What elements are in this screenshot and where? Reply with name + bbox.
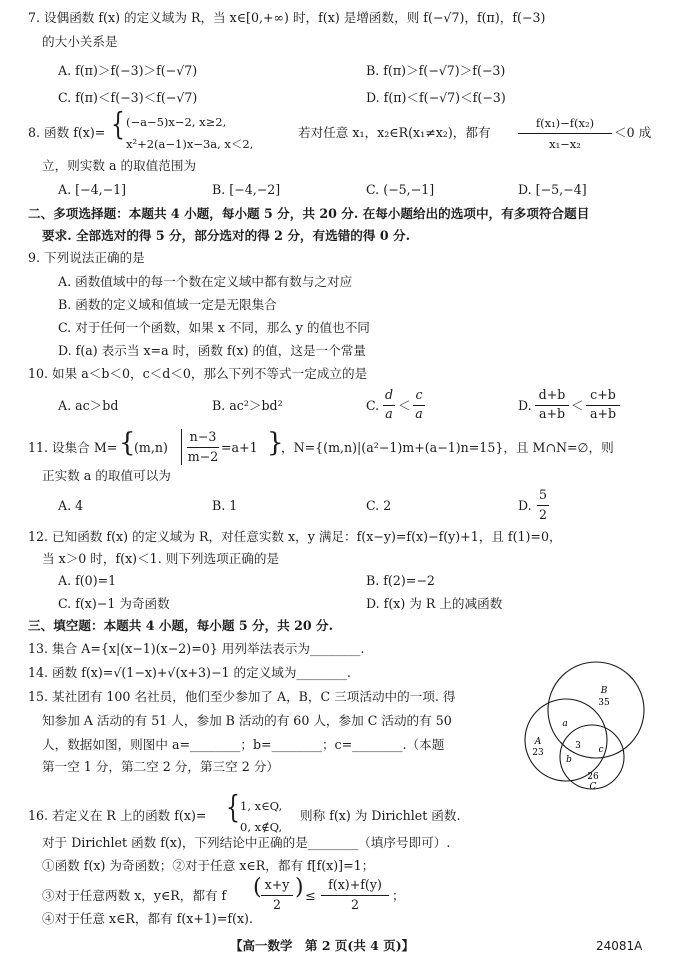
q8-piece1: (−a−5)x−2, x≥2, [126, 115, 227, 129]
q14-text: 14. 函数 f(x)=√(1−x)+√(x+3)−1 的定义域为________. [28, 665, 351, 680]
q16-s3-numerator-1: x+y [264, 877, 290, 892]
q11-set-divider [181, 429, 182, 465]
q16-paren-left: ( [253, 875, 262, 900]
q9-option-a: A. 函数值域中的每一个数在定义域中都有数与之对应 [58, 274, 353, 289]
q10-c-numerator-1: d [384, 387, 394, 402]
q12-option-b: B. f(2)=−2 [366, 573, 435, 588]
q16-lead: 16. 若定义在 R 上的函数 f(x)= [28, 808, 207, 823]
section2-heading-line2: 要求. 全部选对的得 5 分，部分选对的得 2 分，有选错的得 0 分. [42, 228, 410, 243]
q15-line1: 15. 某社团有 100 名社员，他们至少参加了 A，B，C 三项活动中的一项. 得 [28, 689, 456, 704]
section2-heading-line1: 二、多项选择题：本题共 4 小题，每小题 5 分，共 20 分. 在每小题给出的选项中，有多项符合题目 [28, 206, 590, 221]
q7-option-a: A. f(π)＞f(−3)＞f(−√7) [58, 63, 198, 78]
venn-region-c: c [598, 745, 604, 755]
paper-code: 24081A [596, 939, 643, 953]
q10-option-b: B. ac²＞bd² [212, 398, 283, 413]
q11-option-d-label: D. [518, 498, 532, 513]
venn-region-center: 3 [575, 741, 581, 751]
q8-option-b: B. [−4,−2] [212, 182, 281, 197]
q10-d-denominator-1: a+b [538, 406, 566, 421]
venn-value-c: 26 [587, 772, 599, 782]
q8-brace: { [111, 107, 125, 143]
q10-d-denominator-2: a+b [589, 406, 617, 421]
q10-c-numerator-2: c [415, 387, 423, 402]
q9-stem: 9. 下列说法正确的是 [28, 250, 145, 265]
q12-option-d: D. f(x) 为 R 上的减函数 [366, 596, 503, 611]
q10-c-denominator-1: a [385, 406, 393, 421]
venn-label-c: C [589, 782, 597, 792]
q8-label: 8. 函数 f(x)= [28, 125, 106, 140]
q11-brace-left: { [119, 428, 136, 458]
q15-line3: 人，数据如图，则图中 a=________；b=________；c=________.（本题 [42, 737, 445, 752]
q8-stem-line2: 立，则实数 a 的取值范围为 [42, 158, 197, 173]
q10-option-a: A. ac＞bd [58, 398, 119, 413]
q16-s3-numerator-2: f(x)+f(y) [328, 877, 382, 892]
q7-option-d: D. f(π)＜f(−√7)＜f(−3) [366, 90, 506, 105]
q7-option-b: B. f(π)＞f(−√7)＞f(−3) [366, 63, 506, 78]
q10-option-d-label: D. [518, 398, 532, 413]
q15-line4: 第一空 1 分，第二空 2 分，第三空 2 分） [42, 759, 279, 774]
q7-stem-line2: 的大小关系是 [42, 34, 118, 49]
q16-s3-le: ≤ [305, 888, 316, 903]
q15-line2: 知参加 A 活动的有 51 人，参加 B 活动的有 60 人，参加 C 活动的有 50 [42, 713, 452, 728]
page-footer-title: 【高一数学 第 2 页(共 4 页)】 [230, 938, 415, 953]
q10-stem: 10. 如果 a＜b＜0，c＜d＜0，那么下列不等式一定成立的是 [28, 366, 368, 381]
venn-diagram [512, 658, 672, 806]
q8-fraction-numerator: f(x₁)−f(x₂) [535, 116, 595, 130]
q11-brace-right: } [267, 428, 284, 458]
q10-d-numerator-1: d+b [538, 387, 566, 402]
q11-option-b: B. 1 [212, 498, 238, 513]
q9-option-b: B. 函数的定义域和值域一定是无限集合 [58, 297, 277, 312]
q11-stem-line2: 正实数 a 的取值可以为 [42, 468, 171, 483]
q8-option-a: A. [−4,−1] [58, 182, 127, 197]
q12-stem-line2: 当 x＞0 时，f(x)＜1. 则下列选项正确的是 [42, 551, 280, 566]
q16-tail: 则称 f(x) 为 Dirichlet 函数. [300, 808, 461, 823]
q7-option-c: C. f(π)＜f(−3)＜f(−√7) [58, 90, 198, 105]
q16-s3-denominator-1: 2 [272, 897, 281, 912]
q16-s3-denominator-2: 2 [350, 897, 359, 912]
q11-lead: 11. 设集合 M= [28, 440, 118, 455]
q12-option-c: C. f(x)−1 为奇函数 [58, 596, 170, 611]
q16-brace: { [226, 790, 240, 826]
q11-d-denominator: 2 [538, 507, 547, 522]
q9-option-c: C. 对于任何一个函数，如果 x 不同，那么 y 的值也不同 [58, 320, 370, 335]
q8-fraction-denominator: x₁−x₂ [549, 137, 581, 151]
q10-d-lt: ＜ [571, 398, 584, 413]
q16-statements-1-2: ①函数 f(x) 为奇函数；②对于任意 x∈R，都有 f[f(x)]=1； [42, 858, 375, 873]
q11-set-element: (m,n) [134, 440, 168, 455]
venn-label-a: A [534, 737, 542, 747]
q12-option-a: A. f(0)=1 [58, 573, 117, 588]
q8-tail: ＜0 成 [614, 125, 652, 140]
q11-d-numerator: 5 [538, 487, 547, 502]
q16-case1: 1, x∈Q, [240, 799, 283, 813]
q10-option-c-label: C. [366, 398, 380, 413]
q16-line2: 对于 Dirichlet 函数 f(x)，下列结论中正确的是________（填序号即可）. [42, 835, 451, 850]
q11-option-c: C. 2 [366, 498, 392, 513]
q8-piece2: x²+2(a−1)x−3a, x＜2, [126, 137, 254, 151]
section3-heading: 三、填空题：本题共 4 小题，每小题 5 分，共 20 分. [28, 618, 334, 633]
q16-statement-3-lead: ③对于任意两数 x，y∈R，都有 f [42, 888, 227, 903]
q8-option-c: C. (−5,−1] [366, 182, 435, 197]
q8-option-d: D. [−5,−4] [518, 182, 587, 197]
q13-text: 13. 集合 A={x|(x−1)(x−2)=0} 用列举法表示为________. [28, 641, 365, 656]
venn-region-a: a [562, 719, 568, 729]
q11-rest: ，N={(m,n)|(a²−1)m+(a−1)n=15}，且 M∩N=∅，则 [281, 440, 614, 455]
q16-paren-right: ) [295, 875, 304, 900]
q10-c-denominator-2: a [415, 406, 423, 421]
q16-statement-4: ④对于任意 x∈R，都有 f(x+1)=f(x). [42, 911, 253, 926]
q10-c-lt: ＜ [398, 398, 411, 413]
q8-condition: 若对任意 x₁，x₂∈R(x₁≠x₂)，都有 [298, 125, 491, 140]
q9-option-d: D. f(a) 表示当 x=a 时，函数 f(x) 的值，这是一个常量 [58, 343, 366, 358]
q7-stem-line1: 7. 设偶函数 f(x) 的定义域为 R，当 x∈[0,+∞) 时，f(x) 是增函数，则 f(−√7)，f(π)，f(−3) [28, 10, 546, 25]
venn-region-b: b [566, 755, 572, 765]
q11-fraction-numerator: n−3 [189, 429, 217, 444]
q12-stem-line1: 12. 已知函数 f(x) 的定义域为 R，对任意实数 x，y 满足：f(x−y)=f(x)−f(y)+1，且 f(1)=0， [28, 529, 562, 544]
q16-s3-end: ； [392, 888, 405, 903]
q8-fraction-bar [518, 133, 612, 134]
venn-value-a: 23 [532, 748, 544, 758]
q11-set-condition: =a+1 [221, 440, 258, 455]
venn-value-b: 35 [598, 698, 610, 708]
q11-fraction-denominator: m−2 [187, 449, 219, 464]
venn-label-b: B [600, 686, 608, 696]
q11-option-a: A. 4 [58, 498, 84, 513]
q16-case2: 0, x∉Q, [240, 820, 283, 834]
q10-d-numerator-2: c+b [590, 387, 616, 402]
